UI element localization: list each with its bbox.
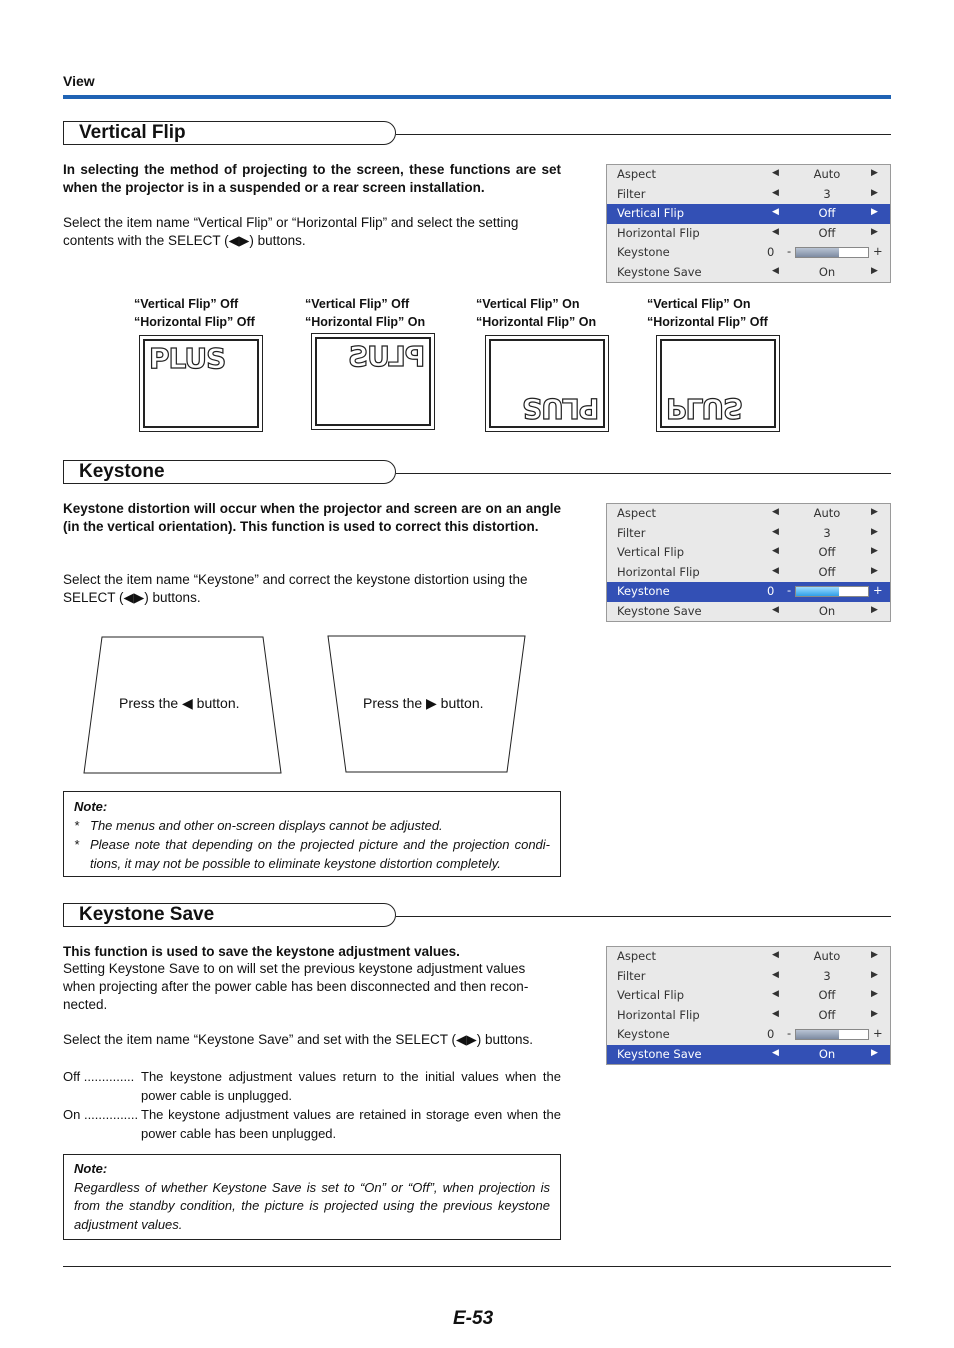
right-arrow-icon: ▶ <box>871 207 878 217</box>
left-arrow-icon: ◀ <box>772 969 779 980</box>
minus-icon: - <box>787 583 792 597</box>
flip-example-caption <box>305 295 425 331</box>
right-arrow-icon: ▶ <box>871 1008 878 1019</box>
menu-row-value: 3 <box>823 968 831 983</box>
menu-keystone <box>606 503 891 622</box>
menu-row-value: Auto <box>813 949 841 963</box>
plus-logo: PLUS <box>522 392 599 425</box>
option-description: The keystone adjustment values return to the initial values when the power cable is unplugged. <box>141 1069 561 1103</box>
note-title: Note: <box>74 799 108 814</box>
menu-row-filter <box>607 524 890 544</box>
left-arrow-icon: ◀ <box>772 1047 779 1058</box>
menu-row-label: Horizontal Flip <box>617 564 700 579</box>
keystone-save-intro: This function is used to save the keystone adjustment values. <box>63 944 460 959</box>
plus-icon: + <box>873 1026 883 1040</box>
menu-row-value: On <box>818 1046 836 1061</box>
keystone-slider-fill <box>796 587 839 596</box>
right-arrow-icon: ▶ <box>871 507 878 517</box>
note-item-text: The menus and other on-screen displays cannot be adjusted. <box>90 818 443 833</box>
menu-row-label: Horizontal Flip <box>617 1007 700 1022</box>
left-arrow-icon: ◀ <box>772 565 779 576</box>
keystone-heading: Keystone <box>63 460 396 484</box>
note-item <box>74 835 550 873</box>
note-item-text: Please note that depending on the projected picture and the projection condi-tions, it may not be possible to eliminate keystone distortion completely. <box>90 837 550 871</box>
flip-screen-vertical <box>656 335 780 432</box>
menu-row-label: Filter <box>617 525 646 540</box>
menu-row-filter <box>607 185 890 205</box>
menu-row-keystone <box>607 243 890 263</box>
menu-row-label: Keystone <box>617 245 670 259</box>
plus-logo: PLUS <box>149 342 226 375</box>
left-arrow-icon: ◀ <box>772 226 779 237</box>
menu-row-value: Off <box>818 1007 836 1022</box>
left-arrow-icon: ◀ <box>772 546 779 556</box>
menu-row-vertical-flip <box>607 204 890 224</box>
keystone-save-options <box>63 1067 561 1143</box>
caption-line: “Horizontal Flip” Off <box>134 315 255 329</box>
menu-row-label: Aspect <box>617 506 657 520</box>
flip-screen-normal <box>139 335 263 432</box>
note-text: Regardless of whether Keystone Save is set to “On” or “Off”, when projection is from the standby condition, the picture is projected using the previous keystone adjustment values. <box>74 1179 550 1232</box>
option-off <box>63 1067 561 1105</box>
menu-row-label: Vertical Flip <box>617 206 685 220</box>
page-number: E-53 <box>453 1308 494 1329</box>
menu-row-label: Keystone <box>617 1027 670 1041</box>
left-arrow-icon: ◀ <box>772 989 779 999</box>
caption-line: “Vertical Flip” Off <box>305 297 410 311</box>
keystone-save-instruction: Select the item name “Keystone Save” and set with the SELECT (◀▶) buttons. <box>63 1032 533 1047</box>
keystone-save-note <box>63 1154 561 1240</box>
flip-example-caption <box>647 295 768 331</box>
right-arrow-icon: ▶ <box>871 950 878 960</box>
note-title: Note: <box>74 1161 108 1176</box>
left-arrow-icon: ◀ <box>772 207 779 217</box>
vertical-flip-rule <box>396 134 891 135</box>
menu-row-value: Off <box>818 564 836 579</box>
menu-row-label: Keystone Save <box>617 1046 702 1061</box>
menu-row-value: Off <box>818 545 836 559</box>
right-arrow-icon: ▶ <box>871 168 878 178</box>
option-description: The keystone adjustment values are retained in storage even when the power cable has been unplugged. <box>141 1107 561 1141</box>
menu-row-label: Keystone <box>617 584 670 598</box>
left-arrow-icon: ◀ <box>772 265 779 276</box>
right-arrow-icon: ▶ <box>871 187 878 198</box>
menu-row-value: 0 <box>767 245 775 259</box>
menu-row-label: Vertical Flip <box>617 545 685 559</box>
section-label: View <box>63 73 95 89</box>
keystone-note <box>63 791 561 877</box>
vertical-flip-instruction: Select the item name “Vertical Flip” or “Horizontal Flip” and select the setting contents with the SELECT (◀▶) buttons. <box>63 215 519 248</box>
keystone-save-heading: Keystone Save <box>63 903 396 927</box>
minus-icon: - <box>787 244 792 258</box>
menu-row-value: 3 <box>823 525 831 540</box>
plus-icon: + <box>873 244 883 258</box>
keystone-rule <box>396 473 891 474</box>
option-key: Off .............. <box>63 1069 135 1084</box>
menu-row-label: Filter <box>617 186 646 201</box>
flip-example-caption <box>476 295 596 331</box>
menu-row-keystone <box>607 1025 890 1045</box>
plus-icon: + <box>873 583 883 597</box>
caption-line: “Horizontal Flip” Off <box>647 315 768 329</box>
keystone-slider <box>795 1029 869 1040</box>
right-arrow-icon: ▶ <box>871 1047 878 1058</box>
menu-row-vertical-flip <box>607 986 890 1006</box>
menu-row-value: Auto <box>813 167 841 181</box>
vertical-flip-heading: Vertical Flip <box>63 121 396 145</box>
menu-row-label: Keystone Save <box>617 264 702 279</box>
menu-row-value: Off <box>818 225 836 240</box>
press-right-label: Press the ▶ button. <box>363 695 484 711</box>
menu-row-label: Horizontal Flip <box>617 225 700 240</box>
menu-row-horizontal-flip <box>607 563 890 583</box>
left-arrow-icon: ◀ <box>772 950 779 960</box>
option-key: On ............... <box>63 1107 139 1122</box>
menu-row-aspect <box>607 947 890 967</box>
menu-row-horizontal-flip <box>607 1006 890 1026</box>
menu-row-keystone-save <box>607 263 890 283</box>
menu-keystone-save <box>606 946 891 1065</box>
menu-row-vertical-flip <box>607 543 890 563</box>
keystone-instruction: Select the item name “Keystone” and correct the keystone distortion using the SELECT (◀▶) buttons. <box>63 572 528 605</box>
menu-row-value: 0 <box>767 584 775 598</box>
left-arrow-icon: ◀ <box>772 604 779 615</box>
keystone-slider <box>795 586 869 597</box>
menu-row-label: Aspect <box>617 949 657 963</box>
right-arrow-icon: ▶ <box>871 989 878 999</box>
keystone-save-body: Setting Keystone Save to on will set the previous keystone adjustment values when projecting after the power cable has been disconnected and then recon-nected. <box>63 961 529 1012</box>
bullet: * <box>74 837 80 852</box>
left-arrow-icon: ◀ <box>772 526 779 537</box>
header-rule <box>63 95 891 99</box>
menu-row-value: On <box>818 264 836 279</box>
right-arrow-icon: ▶ <box>871 265 878 276</box>
menu-row-value: 0 <box>767 1027 775 1041</box>
right-arrow-icon: ▶ <box>871 526 878 537</box>
flip-example-caption <box>134 295 255 331</box>
menu-row-filter <box>607 967 890 987</box>
right-arrow-icon: ▶ <box>871 546 878 556</box>
right-arrow-icon: ▶ <box>871 565 878 576</box>
right-arrow-icon: ▶ <box>871 226 878 237</box>
keystone-slider-fill <box>796 1030 839 1039</box>
menu-row-value: Off <box>818 988 836 1002</box>
left-arrow-icon: ◀ <box>772 507 779 517</box>
keystone-intro: Keystone distortion will occur when the projector and screen are on an angle (in the vertical orientation). This function is used to correct this distortion. <box>63 501 561 534</box>
menu-row-horizontal-flip <box>607 224 890 244</box>
minus-icon: - <box>787 1026 792 1040</box>
vertical-flip-intro: In selecting the method of projecting to the screen, these functions are set when the projector is in a suspended or a rear screen installation. <box>63 162 561 195</box>
plus-logo: PLUS <box>666 392 743 425</box>
menu-row-label: Filter <box>617 968 646 983</box>
menu-row-label: Vertical Flip <box>617 988 685 1002</box>
menu-row-aspect <box>607 165 890 185</box>
caption-line: “Horizontal Flip” On <box>476 315 597 329</box>
right-arrow-icon: ▶ <box>871 604 878 615</box>
keystone-save-rule <box>396 916 891 917</box>
caption-line: “Vertical Flip” Off <box>134 297 239 311</box>
left-arrow-icon: ◀ <box>772 187 779 198</box>
caption-line: “Horizontal Flip” On <box>305 315 426 329</box>
flip-screen-horizontal <box>311 333 435 430</box>
menu-row-value: Auto <box>813 506 841 520</box>
keystone-slider <box>795 247 869 258</box>
option-on <box>63 1105 561 1143</box>
note-item <box>74 816 550 835</box>
plus-logo: PLUS <box>348 340 425 373</box>
menu-row-value: On <box>818 603 836 618</box>
menu-row-keystone <box>607 582 890 602</box>
footer-rule <box>63 1266 891 1267</box>
caption-line: “Vertical Flip” On <box>647 297 751 311</box>
left-arrow-icon: ◀ <box>772 1008 779 1019</box>
menu-row-label: Keystone Save <box>617 603 702 618</box>
bullet: * <box>74 818 80 833</box>
flip-screen-both <box>485 335 609 432</box>
menu-row-value: 3 <box>823 186 831 201</box>
left-arrow-icon: ◀ <box>772 168 779 178</box>
press-left-label: Press the ◀ button. <box>119 695 240 711</box>
menu-row-label: Aspect <box>617 167 657 181</box>
menu-vertical-flip <box>606 164 891 283</box>
caption-line: “Vertical Flip” On <box>476 297 580 311</box>
keystone-slider-fill <box>796 248 839 257</box>
menu-row-aspect <box>607 504 890 524</box>
menu-row-value: Off <box>818 206 836 220</box>
menu-row-keystone-save <box>607 602 890 622</box>
right-arrow-icon: ▶ <box>871 969 878 980</box>
menu-row-keystone-save <box>607 1045 890 1065</box>
